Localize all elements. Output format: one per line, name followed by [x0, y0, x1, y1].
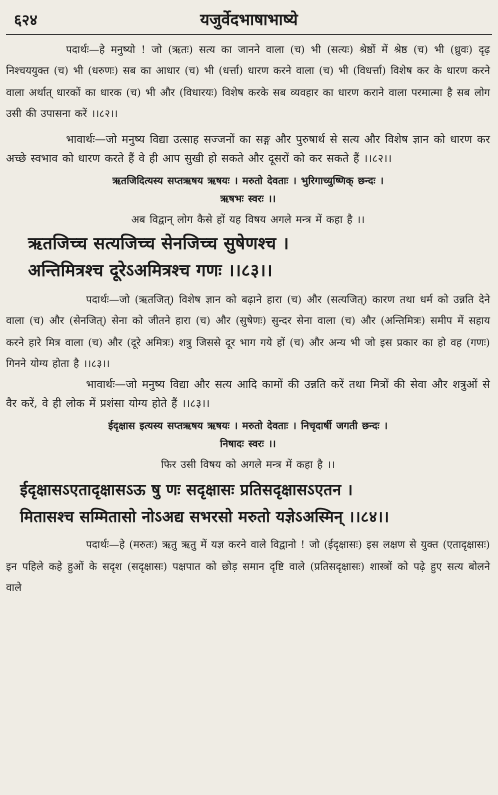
rishi-devata-84: ईदृक्षास इत्यस्य सप्तऋषय ऋषयः । मरुतो देवताः । निचृदार्षी जगती छन्दः ।: [108, 421, 388, 433]
mantra-84-line1: ईदृक्षासऽएतादृक्षासऽऊ षु णः सदृक्षासः प्रतिसदृक्षासऽएतन ।: [20, 480, 353, 500]
bhavartha-83: भावार्थः—जो मनुष्य विद्या और सत्य आदि कामों की उन्नति करें तथा मित्रों की सेवा और शत्रुओं से वैर करें, वे ही लोक में प्रशंसा योग्य होते हैं ।।८३।।: [6, 378, 490, 411]
mantra-84-line2: मितासश्च सम्मितासो नोऽअद्य सभरसो मरुतो यज्ञेऽअस्मिन् ।।८४।।: [20, 507, 390, 527]
rishi-devata-83: ऋतजिदित्यस्य सप्तऋषय ऋषयः । मरुतो देवताः । भुरिगाच्युष्णिक् छन्दः ।: [112, 176, 384, 188]
header-rule: [6, 34, 492, 35]
padartha-82: पदार्थः—हे मनुष्यो ! जो (ऋतः) सत्य का जानने वाला (च) भी (सत्यः) श्रेष्ठों में श्रेष्ठ (च) भी (ध्रुवः) दृढ़ निश्चययुक्त (च) भी (धरुणः) सब का आधार (च) भी (धर्त्ता) धारण करने वाला (च) भी (विधर्त्ता) विशेष कर के धारण करने वाला अर्थात् धारकों का धारक (च) भी और (विधारयः) विशेष करके सब व्यवहार का धारण कराने वाला परमात्मा है सब लोग उसी की उपासना करें ।।८२।।: [6, 44, 490, 120]
svara-84: निषादः स्वरः ।।: [220, 439, 276, 451]
svara-83: ऋषभः स्वरः ।।: [220, 194, 276, 206]
padartha-83: पदार्थः—जो (ऋतजित्) विशेष ज्ञान को बढ़ाने हारा (च) और (सत्यजित्) कारण तथा धर्म को उन्नति देने वाला (च) और (सेनजित्) सेना को जीतने हारा (च) और (सुषेणः) सुन्दर सेना वाला (च) और (अन्तिमित्रः) समीप में सहाय करने हारे मित्र वाला (च) और (दूरे अमित्रः) शत्रु जिससे दूर भाग गये हों (च) और अन्य भी जो इस प्रकार का हो वह (गणः) गिनने योग्य होता है ।।८३।।: [6, 294, 490, 371]
intro-84: फिर उसी विषय को अगले मन्त्र में कहा है ।।: [161, 459, 335, 472]
page-number: ६२४: [14, 11, 38, 29]
mantra-83-line2: अन्तिमित्रश्च दूरेऽअमित्रश्च गणः ।।८३।।: [28, 261, 273, 282]
bhavartha-82: भावार्थः—जो मनुष्य विद्या उत्साह सज्जनों का सङ्ग और पुरुषार्थ से सत्य और विशेष ज्ञान को धारण कर अच्छे स्वभाव को धारण करते हैं वे ही आप सुखी हो सकते और दूसरों को कर सकते हैं ।।८२।।: [6, 133, 490, 166]
mantra-83-line1: ऋतजिच्च सत्यजिच्च सेनजिच्च सुषेणश्च ।: [28, 234, 290, 255]
running-title: यजुर्वेदभाषाभाष्ये: [200, 10, 298, 29]
page-header: [0, 0, 498, 44]
intro-83: अब विद्वान् लोग कैसे हों यह विषय अगले मन्त्र में कहा है ।।: [131, 214, 365, 227]
padartha-84: पदार्थः—हे (मरुतः) ऋतु ऋतु में यज्ञ करने वाले विद्वानो ! जो (ईदृक्षासः) इस लक्षण से युक्त (एतादृक्षासः) इन पहिले कहे हुओं के सदृश (सदृक्षासः) पक्षपात को छोड़ समान दृष्टि वाले (प्रतिसदृक्षासः) शास्त्रों को पढ़े हुए सत्य बोलने वाले: [6, 539, 490, 594]
page-body: [6, 40, 490, 599]
